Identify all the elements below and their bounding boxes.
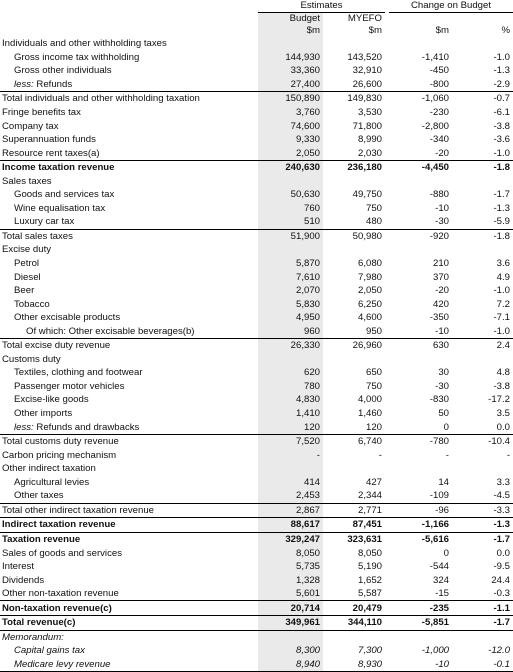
row-label: Indirect taxation revenue <box>0 518 258 533</box>
row-label: Sales of goods and services <box>2 547 122 559</box>
myefo-value: 143,520 <box>347 51 382 63</box>
table-row <box>0 119 513 133</box>
percent-change-value: -0.3 <box>493 588 511 600</box>
budget-value: 5,735 <box>258 560 323 574</box>
myefo-column-header: MYEFO <box>347 13 382 24</box>
row-label: Gross other individuals <box>14 65 112 77</box>
major-total-row <box>0 518 513 533</box>
percent-change-value: 3.5 <box>496 408 511 420</box>
row-label: Dividends <box>2 574 45 586</box>
change-value: -5,616 <box>389 532 452 546</box>
table-row <box>0 215 513 229</box>
table-row <box>0 188 513 202</box>
percent-change-value <box>452 174 513 188</box>
change-value: 30 <box>438 367 449 379</box>
budget-value: 349,961 <box>258 615 323 630</box>
myefo-value <box>323 353 385 367</box>
change-value: -780 <box>389 434 452 448</box>
row-label: Total revenue(c) <box>0 615 258 630</box>
budget-value <box>258 37 323 51</box>
change-value: 210 <box>432 258 449 270</box>
budget-value: 9,330 <box>258 133 323 147</box>
percent-change-value: -2.9 <box>493 78 511 90</box>
percent-change-value: -0.7 <box>452 92 513 106</box>
budget-unit: $m <box>258 25 323 37</box>
budget-value: 8,300 <box>258 644 323 658</box>
change-value: -1,410 <box>421 51 449 63</box>
myefo-value: 5,190 <box>357 561 382 573</box>
budget-value: 1,410 <box>258 407 323 421</box>
table-row <box>0 573 513 587</box>
percent-change-value: 3.3 <box>496 476 511 488</box>
myefo-value: 750 <box>365 202 382 214</box>
percent-change-value: -1.0 <box>493 147 511 159</box>
table-row <box>0 587 513 601</box>
major-total-row <box>0 615 513 630</box>
change-value: -544 <box>429 561 449 573</box>
budget-value: 2,867 <box>258 503 323 518</box>
myefo-value: 32,910 <box>352 65 382 77</box>
row-label: Income taxation revenue <box>0 160 258 174</box>
row-label: Total sales taxes <box>0 229 258 243</box>
change-value: 14 <box>438 476 449 488</box>
memorandum-section <box>0 630 513 672</box>
myefo-value: 323,631 <box>323 532 385 546</box>
myefo-value: 120 <box>365 421 382 433</box>
table-body <box>0 37 513 630</box>
row-label: Total customs duty revenue <box>0 434 258 448</box>
change-value: -20 <box>435 285 449 297</box>
percent-change-value: -3.3 <box>452 503 513 518</box>
percent-change-value: 0.0 <box>496 547 511 559</box>
change-value: -15 <box>435 588 449 600</box>
myefo-value: 49,750 <box>352 189 382 201</box>
myefo-value: 50,980 <box>323 229 385 243</box>
less-prefix: less: <box>14 78 34 90</box>
major-total-row <box>0 532 513 546</box>
change-value: 0 <box>443 421 449 433</box>
budget-value: 240,630 <box>258 160 323 174</box>
change-value: -96 <box>389 503 452 518</box>
row-label: Agricultural levies <box>14 476 90 488</box>
percent-change-value: 2.4 <box>452 339 513 353</box>
budget-value: 2,070 <box>258 284 323 298</box>
budget-value: 5,870 <box>258 257 323 271</box>
myefo-value <box>323 174 385 188</box>
myefo-value: 2,344 <box>357 490 382 502</box>
percent-change-value: -1.3 <box>493 65 511 77</box>
myefo-value: 26,600 <box>352 78 382 90</box>
table-row <box>0 106 513 120</box>
myefo-value: 87,451 <box>323 518 385 533</box>
section-heading: Individuals and other withholding taxes <box>2 38 167 50</box>
myefo-value: 71,800 <box>352 120 382 132</box>
myefo-value: 7,980 <box>357 271 382 283</box>
myefo-value: 2,771 <box>323 503 385 518</box>
table-row <box>0 407 513 421</box>
percent-change-value: -1.3 <box>493 202 511 214</box>
major-total-row <box>0 160 513 174</box>
budget-value: 620 <box>258 366 323 380</box>
row-label: Resource rent taxes(a) <box>2 147 100 159</box>
change-value: -230 <box>429 107 449 118</box>
percent-change-value: -3.8 <box>493 120 511 132</box>
myefo-unit: $m <box>368 25 382 36</box>
percent-change-value: -0.1 <box>452 658 513 672</box>
row-label-text: Refunds <box>36 78 73 90</box>
subtotal-row <box>0 434 513 448</box>
row-label: Capital gains tax <box>14 645 85 657</box>
row-label: Petrol <box>14 258 40 270</box>
change-value: -450 <box>429 65 449 77</box>
budget-value <box>258 174 323 188</box>
budget-value: 3,760 <box>258 106 323 120</box>
myefo-value: 4,000 <box>357 394 382 406</box>
major-total-row <box>0 601 513 616</box>
change-value: -880 <box>429 189 449 201</box>
table-row <box>0 270 513 284</box>
percent-change-value: -5.9 <box>493 216 511 228</box>
budget-value: 4,830 <box>258 393 323 407</box>
change-value: -830 <box>429 394 449 406</box>
budget-value: 8,940 <box>258 658 323 672</box>
percent-change-value: - <box>506 449 511 461</box>
percent-change-value: 24.4 <box>491 574 511 586</box>
percent-change-value: -4.5 <box>493 490 511 502</box>
percent-change-value: -1.0 <box>493 325 511 337</box>
myefo-value: 6,740 <box>323 434 385 448</box>
table-header <box>0 0 513 37</box>
table-row <box>0 476 513 490</box>
section-heading-row <box>0 243 513 257</box>
budget-value: 144,930 <box>258 51 323 65</box>
myefo-value: 1,652 <box>357 574 382 586</box>
table-row <box>0 146 513 160</box>
row-label: Taxation revenue <box>0 532 258 546</box>
percent-change-value: -7.1 <box>493 312 511 324</box>
table-row <box>0 284 513 298</box>
myefo-value: 5,587 <box>357 588 382 600</box>
budget-value <box>258 243 323 257</box>
change-value: 420 <box>432 298 449 310</box>
change-value: - <box>445 449 449 461</box>
change-value: -800 <box>429 78 449 90</box>
section-heading: Other indirect taxation <box>2 463 96 475</box>
percent-change-value: 7.2 <box>496 298 511 310</box>
percent-change-value: -1.0 <box>493 51 511 63</box>
table-row <box>0 366 513 380</box>
budget-value: 2,050 <box>258 146 323 160</box>
myefo-value: 8,990 <box>357 134 382 146</box>
myefo-value: 650 <box>365 367 382 379</box>
subtotal-row <box>0 92 513 106</box>
table-row <box>0 560 513 574</box>
table-row <box>0 133 513 147</box>
myefo-value: 480 <box>365 216 382 228</box>
section-heading: Customs duty <box>2 353 61 365</box>
budget-value: 27,400 <box>258 78 323 92</box>
budget-value: 26,330 <box>258 339 323 353</box>
change-value: -235 <box>389 601 452 616</box>
myefo-value <box>323 37 385 51</box>
myefo-value: 6,080 <box>357 258 382 270</box>
row-label: Total individuals and other withholding taxation <box>0 92 258 106</box>
percent-change-value: -1.8 <box>452 160 513 174</box>
row-label: Excise-like goods <box>14 394 89 406</box>
section-heading-row <box>0 37 513 51</box>
percent-change-value: -10.4 <box>452 434 513 448</box>
change-value: -920 <box>389 229 452 243</box>
change-value: -2,800 <box>421 120 449 132</box>
row-label: Other imports <box>14 408 73 420</box>
percent-change-value: -3.8 <box>493 380 511 392</box>
table-row <box>0 380 513 394</box>
budget-value: 960 <box>258 324 323 338</box>
myefo-value: 344,110 <box>323 615 385 630</box>
row-label: Medicare levy revenue <box>0 658 258 672</box>
percent-change-value <box>452 37 513 51</box>
budget-value: 5,830 <box>258 297 323 311</box>
myefo-value: 20,479 <box>323 601 385 616</box>
table-row <box>0 448 513 462</box>
budget-value: 20,714 <box>258 601 323 616</box>
budget-value: 51,900 <box>258 229 323 243</box>
budget-value: 414 <box>258 476 323 490</box>
table-row <box>0 311 513 325</box>
myefo-value: 26,960 <box>323 339 385 353</box>
row-label: Goods and services tax <box>14 189 115 201</box>
table-row <box>0 51 513 65</box>
memo-row <box>0 658 513 672</box>
myefo-value <box>323 462 385 476</box>
budget-value: 4,950 <box>258 311 323 325</box>
budget-value: 510 <box>258 215 323 229</box>
budget-value <box>258 462 323 476</box>
subtotal-row <box>0 339 513 353</box>
change-value: 324 <box>432 574 449 586</box>
budget-value: 74,600 <box>258 119 323 133</box>
myefo-value: 236,180 <box>323 160 385 174</box>
percent-change-value: -1.0 <box>493 285 511 297</box>
row-label: Textiles, clothing and footwear <box>14 367 143 379</box>
myefo-value: 6,250 <box>357 298 382 310</box>
row-label: Tobacco <box>14 298 50 310</box>
budget-value: 329,247 <box>258 532 323 546</box>
row-label: Beer <box>14 285 35 297</box>
section-heading: Sales taxes <box>2 175 52 187</box>
percent-change-value <box>452 353 513 367</box>
row-label: Diesel <box>14 271 41 283</box>
percent-change-value: -1.3 <box>452 518 513 533</box>
change-value <box>389 243 452 257</box>
change-value: -30 <box>435 216 449 228</box>
row-label <box>0 78 258 92</box>
myefo-value: 4,600 <box>357 312 382 324</box>
budget-value: 33,360 <box>258 64 323 78</box>
subtotal-row <box>0 229 513 243</box>
change-value: -10 <box>435 325 449 337</box>
change-value: -20 <box>435 147 449 159</box>
myefo-value: 3,530 <box>357 107 382 118</box>
change-value: -350 <box>429 312 449 324</box>
change-value: 370 <box>432 271 449 283</box>
table-row <box>0 202 513 216</box>
myefo-value: 8,050 <box>357 547 382 559</box>
section-heading-row <box>0 353 513 367</box>
myefo-value: 750 <box>365 380 382 392</box>
table-row <box>0 78 513 92</box>
percent-change-value: -1.1 <box>452 601 513 616</box>
change-value: -4,450 <box>389 160 452 174</box>
budget-value: 120 <box>258 420 323 434</box>
row-label <box>0 420 258 434</box>
budget-column-header: Budget <box>258 13 323 26</box>
row-label: Superannuation funds <box>2 134 96 146</box>
row-label: Other taxes <box>14 490 64 502</box>
budget-value: - <box>258 448 323 462</box>
table-row <box>0 420 513 434</box>
budget-value: 88,617 <box>258 518 323 533</box>
row-label: Company tax <box>2 120 59 132</box>
table-row <box>0 64 513 78</box>
row-label: Fringe benefits tax <box>2 107 81 118</box>
budget-value: 1,328 <box>258 573 323 587</box>
percent-change-value <box>452 243 513 257</box>
less-prefix: less: <box>14 421 34 433</box>
percent-change-value: -1.7 <box>452 615 513 630</box>
row-label: Passenger motor vehicles <box>14 380 125 392</box>
change-value <box>389 353 452 367</box>
budget-value: 8,050 <box>258 546 323 560</box>
table-row <box>0 324 513 338</box>
percent-change-value: 4.9 <box>496 271 511 283</box>
table-row <box>0 393 513 407</box>
myefo-value: 149,830 <box>323 92 385 106</box>
myefo-value: 950 <box>365 325 382 337</box>
budget-value: 50,630 <box>258 188 323 202</box>
percent-change-value: -1.7 <box>493 189 511 201</box>
change-value: 0 <box>443 547 449 559</box>
memorandum-title: Memorandum: <box>0 630 258 644</box>
budget-value: 760 <box>258 202 323 216</box>
budget-value: 7,520 <box>258 434 323 448</box>
change-unit: $m <box>435 25 449 36</box>
table-row <box>0 257 513 271</box>
myefo-value: - <box>378 449 382 461</box>
percent-change-value: -17.2 <box>488 394 511 406</box>
row-label: Other excisable products <box>14 312 121 324</box>
section-heading-row <box>0 462 513 476</box>
percent-change-value: -6.1 <box>493 107 511 118</box>
change-value: -10 <box>389 658 452 672</box>
change-value: -5,851 <box>389 615 452 630</box>
table-row <box>0 546 513 560</box>
percent-change-value: -9.5 <box>493 561 511 573</box>
percent-change-value: 4.8 <box>496 367 511 379</box>
change-on-budget-header: Change on Budget <box>389 0 513 13</box>
myefo-value: 1,460 <box>357 408 382 420</box>
percent-unit: % <box>501 25 511 36</box>
estimates-header: Estimates <box>258 0 385 13</box>
subtotal-row <box>0 503 513 518</box>
myefo-value: 7,300 <box>357 645 382 657</box>
table-row <box>0 297 513 311</box>
budget-value: 7,610 <box>258 270 323 284</box>
budget-value: 780 <box>258 380 323 394</box>
budget-value: 150,890 <box>258 92 323 106</box>
percent-change-value: -1.7 <box>452 532 513 546</box>
row-label: Wine equalisation tax <box>14 202 106 214</box>
row-label: Of which: Other excisable beverages(b) <box>26 325 195 337</box>
change-value <box>389 174 452 188</box>
row-label: Luxury car tax <box>14 216 75 228</box>
change-value: -1,000 <box>421 645 449 657</box>
table-row <box>0 489 513 503</box>
budget-value: 2,453 <box>258 489 323 503</box>
row-label: Total other indirect taxation revenue <box>0 503 258 518</box>
row-label: Interest <box>2 561 34 573</box>
change-value <box>389 462 452 476</box>
change-value: 50 <box>438 408 449 420</box>
row-label: Non-taxation revenue(c) <box>0 601 258 616</box>
myefo-value <box>323 243 385 257</box>
change-value: -1,166 <box>389 518 452 533</box>
myefo-value: 2,050 <box>357 285 382 297</box>
change-value: 630 <box>389 339 452 353</box>
percent-change-value <box>452 462 513 476</box>
memorandum-title-row <box>0 630 513 644</box>
change-value: -10 <box>435 202 449 214</box>
row-label: Total excise duty revenue <box>0 339 258 353</box>
percent-change-value: -1.8 <box>452 229 513 243</box>
memo-row <box>0 644 513 658</box>
section-heading: Excise duty <box>2 244 52 256</box>
myefo-value: 8,930 <box>323 658 385 672</box>
row-label: Carbon pricing mechanism <box>2 449 117 461</box>
percent-change-value: -12.0 <box>488 645 511 657</box>
percent-change-value: -3.6 <box>493 134 511 146</box>
change-value: -109 <box>429 490 449 502</box>
section-heading-row <box>0 174 513 188</box>
percent-change-value: 3.6 <box>496 258 511 270</box>
budget-value <box>258 353 323 367</box>
row-label: Other non-taxation revenue <box>2 588 119 600</box>
change-value <box>389 37 452 51</box>
row-label: Gross income tax withholding <box>14 51 140 63</box>
change-value: -340 <box>429 134 449 146</box>
budget-value: 5,601 <box>258 587 323 601</box>
percent-change-value: 0.0 <box>496 421 511 433</box>
change-value: -30 <box>435 380 449 392</box>
myefo-value: 427 <box>365 476 382 488</box>
change-value: -1,060 <box>389 92 452 106</box>
myefo-value: 2,030 <box>357 147 382 159</box>
row-label-text: Refunds and drawbacks <box>36 421 140 433</box>
